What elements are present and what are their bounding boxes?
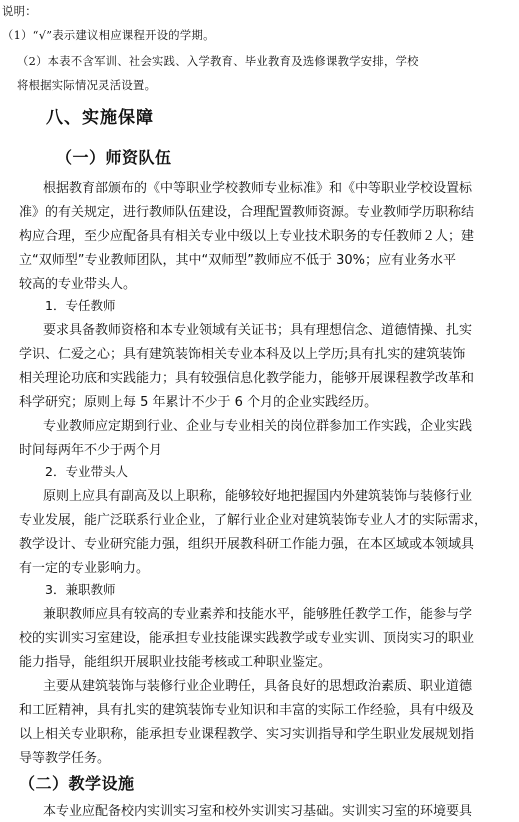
paragraph-line: 时间每两年不少于两个月 <box>19 443 163 458</box>
paragraph-line: 能力指导，能组织开展职业技能考核或工种职业鉴定。 <box>19 655 332 670</box>
notes-title: 说明： <box>2 5 37 18</box>
paragraph-line: 主要从建筑装饰与装修行业企业聘任，具备良好的思想政治素质、职业道德 <box>43 679 473 694</box>
paragraph-line: 学识、仁爱之心；具有建筑装饰相关专业本科及以上学历;具有扎实的建筑装饰 <box>19 347 466 362</box>
paragraph-line: 专业教师应定期到行业、企业与专业相关的岗位群参加工作实践，企业实践 <box>43 419 473 434</box>
paragraph-line: 兼职教师应具有较高的专业素养和技能水平，能够胜任教学工作，能参与学 <box>43 607 473 622</box>
paragraph-line: 根据教育部颁布的《中等职业学校教师专业标准》和《中等职业学校设置标 <box>43 181 473 196</box>
paragraph-line: 准》的有关规定，进行教师队伍建设，合理配置教师资源。专业教师学历职称结 <box>19 205 475 220</box>
notes-item-2-line-2: 将根据实际情况灵活设置。 <box>17 79 157 92</box>
item-heading-full-time-teachers: 1．专任教师 <box>45 298 116 313</box>
subsection-heading-teachers: （一）师资队伍 <box>56 148 172 167</box>
paragraph-line: 构应合理，至少应配备具有相关专业中级以上专业技术职务的专任教师２人；建 <box>19 229 475 244</box>
paragraph-line: 导等教学任务。 <box>19 751 111 766</box>
subsection-heading-facilities: （二）教学设施 <box>19 774 135 793</box>
paragraph-line: 教学设计、专业研究能力强，组织开展教科研工作能力强，在本区域或本领域具 <box>19 537 475 552</box>
paragraph-line: 立“双师型”专业教师团队，其中“双师型”教师应不低于 30%；应有业务水平 <box>19 253 456 268</box>
paragraph-line: 相关理论功底和实践能力；具有较强信息化教学能力，能够开展课程教学改革和 <box>19 371 475 386</box>
paragraph-line: 有一定的专业影响力。 <box>19 561 150 576</box>
paragraph-line: 和工匠精神，具有扎实的建筑装饰专业知识和丰富的实际工作经验，具有中级及 <box>19 703 475 718</box>
notes-item-2-line-1: （2）本表不含军训、社会实践、入学教育、毕业教育及选修课教学安排，学校 <box>17 55 419 68</box>
paragraph-line: 校的实训实习室建设，能承担专业技能课实践教学或专业实训、顶岗实习的职业 <box>19 631 475 646</box>
paragraph-line: 以上相关专业职称，能承担专业课程教学、实习实训指导和学生职业发展规划指 <box>19 727 475 742</box>
notes-item-1: （1）“√”表示建议相应课程开设的学期。 <box>2 29 215 42</box>
paragraph-line: 要求具备教师资格和本专业领域有关证书；具有理想信念、道德情操、扎实 <box>43 323 473 338</box>
item-heading-subject-leader: 2．专业带头人 <box>45 464 128 479</box>
paragraph-line: 专业发展，能广泛联系行业企业，了解行业企业对建筑装饰专业人才的实际需求， <box>19 513 488 528</box>
paragraph-line: 较高的专业带头人。 <box>19 277 137 292</box>
paragraph-line: 本专业应配备校内实训实习室和校外实训实习基础。实训实习室的环境要具 <box>43 804 473 819</box>
item-heading-part-time-teachers: 3．兼职教师 <box>45 582 116 597</box>
paragraph-line: 原则上应具有副高及以上职称，能够较好地把握国内外建筑装饰与装修行业 <box>43 489 473 504</box>
paragraph-line: 科学研究；原则上每 5 年累计不少于 6 个月的企业实践经历。 <box>19 395 378 410</box>
section-heading: 八、实施保障 <box>46 108 154 128</box>
